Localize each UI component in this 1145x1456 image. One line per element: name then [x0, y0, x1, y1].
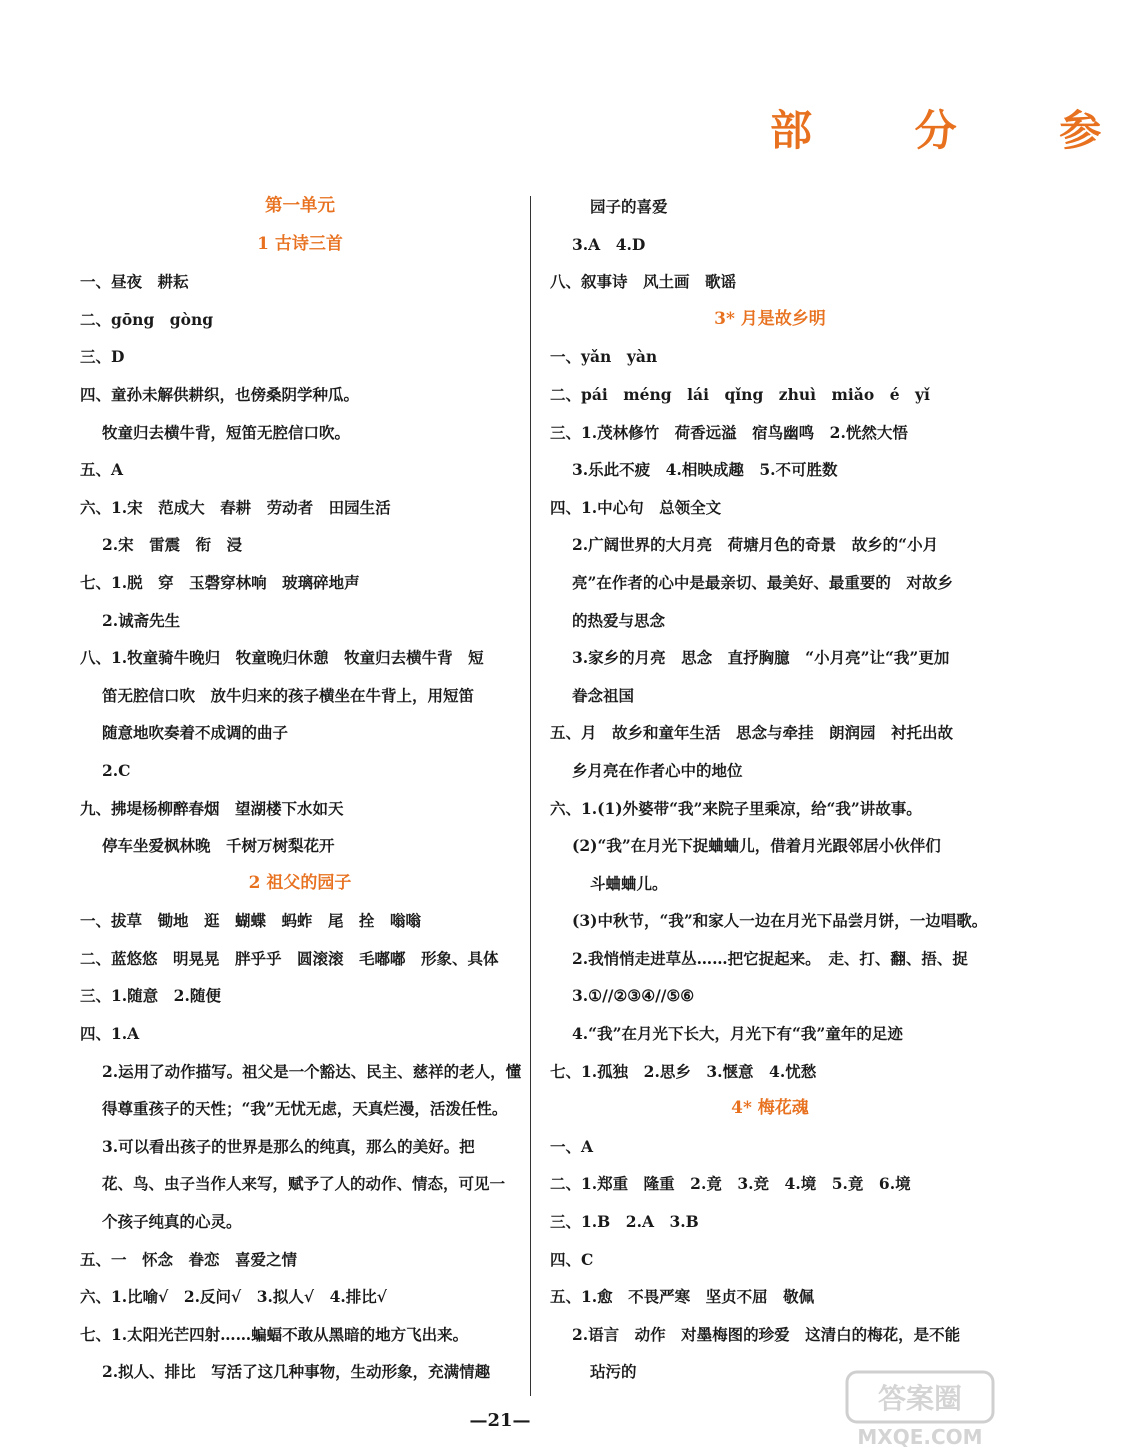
- right-answer-line: 三、1.B 2.A 3.B: [550, 1212, 699, 1232]
- left-answer-line: 花、鸟、虫子当作人来写，赋予了人的动作、情态，可见一: [102, 1174, 506, 1194]
- right-answer-line: 二、pái méng lái qǐng zhuì miǎo é yǐ: [550, 384, 930, 404]
- left-answer-line: 五、一 怀念 眷恋 喜爱之情: [80, 1249, 298, 1269]
- left-answer-line: 个孩子纯真的心灵。: [102, 1212, 242, 1232]
- left-answer-line: 四、童孙未解供耕织，也傍桑阴学种瓜。: [80, 384, 360, 404]
- left-answer-line: 笛无腔信口吹 放牛归来的孩子横坐在牛背上，用短笛: [102, 685, 475, 705]
- right-answer-line: 七、1.孤独 2.思乡 3.惬意 4.忧愁: [550, 1061, 817, 1081]
- right-answer-line: 园子的喜爱: [590, 197, 668, 216]
- lesson-heading: 2 祖父的园子: [248, 872, 352, 893]
- left-answer-line: 二、蓝悠悠 明晃晃 胖乎乎 圆滚滚 毛嘟嘟 形象、具体: [80, 948, 499, 968]
- right-answer-line: 斗蛐蛐儿。: [590, 873, 668, 893]
- right-answer-line: 六、1.(1)外婆带“我”来院子里乘凉，给“我”讲故事。: [550, 798, 922, 818]
- left-answer-line: 2.C: [102, 760, 131, 780]
- left-answer-line: 2.诚斋先生: [102, 610, 181, 630]
- left-answer-line: 三、1.随意 2.随便: [80, 986, 221, 1006]
- left-answer-line: 二、gōng gòng: [80, 309, 214, 329]
- lesson-heading: 3* 月是故乡明: [714, 308, 826, 329]
- left-answer-line: 2.宋 雷震 衔 浸: [102, 535, 243, 555]
- left-answer-line: 得尊重孩子的天性；“我”无忧无虑，天真烂漫，活泼任性。: [102, 1099, 508, 1119]
- left-answer-line: 牧童归去横牛背，短笛无腔信口吹。: [102, 422, 351, 442]
- left-answer-line: 三、D: [80, 347, 125, 367]
- left-answer-line: 八、1.牧童骑牛晚归 牧童晚归休憩 牧童归去横牛背 短: [80, 648, 484, 668]
- right-answer-line: 一、yǎn yàn: [550, 347, 658, 367]
- column-divider: [530, 196, 531, 1396]
- left-answer-line: 六、1.比喻√ 2.反问√ 3.拟人√ 4.排比√: [80, 1287, 387, 1307]
- left-answer-line: 七、1.脱 穿 玉磬穿林响 玻璃碎地声: [80, 572, 360, 592]
- left-answer-line: 一、昼夜 耕耘: [80, 272, 189, 292]
- page-number: —21—: [469, 1410, 531, 1431]
- right-answer-line: 二、1.郑重 隆重 2.竟 3.竞 4.境 5.竟 6.境: [550, 1174, 911, 1194]
- right-answer-line: 4.“我”在月光下长大，月光下有“我”童年的足迹: [572, 1024, 903, 1044]
- right-answer-line: 四、C: [550, 1249, 594, 1269]
- left-answer-line: 2.拟人、排比 写活了这几种事物，生动形象，充满情趣: [102, 1362, 491, 1382]
- left-answer-line: 七、1.太阳光芒四射……蝙蝠不敢从黑暗的地方飞出来。: [80, 1324, 469, 1344]
- right-answer-line: 八、叙事诗 风土画 歌谣: [550, 272, 737, 292]
- left-answer-line: 停车坐爱枫林晚 千树万树梨花开: [102, 836, 335, 856]
- svg-text:答案圈: 答案圈: [877, 1382, 963, 1415]
- lesson-heading: 1 古诗三首: [257, 233, 343, 254]
- lesson-heading: 4* 梅花魂: [731, 1098, 809, 1119]
- right-column: [550, 188, 990, 1391]
- right-answer-line: 3.家乡的月亮 思念 直抒胸臆 “小月亮”让“我”更加: [572, 648, 950, 668]
- right-answer-line: 3.乐此不疲 4.相映成趣 5.不可胜数: [572, 460, 838, 480]
- right-answer-line: 三、1.茂林修竹 荷香远溢 宿鸟幽鸣 2.恍然大悟: [550, 422, 908, 442]
- left-answer-line: 3.可以看出孩子的世界是那么的纯真，那么的美好。把: [102, 1136, 475, 1156]
- right-answer-line: (3)中秋节，“我”和家人一边在月光下品尝月饼，一边唱歌。: [572, 911, 988, 931]
- svg-text:MXQE.COM: MXQE.COM: [857, 1425, 983, 1449]
- right-answer-line: 2.广阔世界的大月亮 荷塘月色的奇景 故乡的“小月: [572, 535, 939, 555]
- right-answer-line: 五、月 故乡和童年生活 思念与牵挂 朗润园 衬托出故: [550, 723, 954, 743]
- left-answer-line: 四、1.A: [80, 1024, 140, 1044]
- left-answer-line: 九、拂堤杨柳醉春烟 望湖楼下水如天: [80, 798, 344, 818]
- left-answer-line: 随意地吹奏着不成调的曲子: [102, 723, 289, 743]
- right-answer-line: 2.我悄悄走进草丛……把它捉起来。 走、打、翻、捂、捉: [572, 948, 968, 968]
- right-answer-line: 亮”在作者的心中是最亲切、最美好、最重要的 对故乡: [572, 572, 953, 592]
- right-answer-line: 的热爱与思念: [572, 610, 666, 630]
- right-answer-line: (2)“我”在月光下捉蛐蛐儿，借着月光跟邻居小伙伴们: [572, 836, 941, 856]
- left-answer-line: 2.运用了动作描写。祖父是一个豁达、民主、慈祥的老人，懂: [102, 1061, 522, 1081]
- unit-heading: 第一单元: [265, 196, 335, 216]
- left-answer-line: 一、拔草 锄地 逛 蝴蝶 蚂蚱 尾 拴 嗡嗡: [80, 911, 422, 931]
- right-answer-line: 2.语言 动作 对墨梅图的珍爱 这清白的梅花，是不能: [572, 1324, 961, 1344]
- right-answer-line: 眷念祖国: [572, 685, 635, 705]
- right-answer-line: 五、1.愈 不畏严寒 坚贞不屈 敬佩: [550, 1287, 815, 1307]
- right-answer-line: 四、1.中心句 总领全文: [550, 497, 722, 517]
- right-answer-line: 乡月亮在作者心中的地位: [572, 760, 743, 780]
- right-answer-line: 一、A: [550, 1136, 594, 1156]
- left-column: [80, 188, 520, 1391]
- right-answer-line: 玷污的: [590, 1362, 637, 1382]
- right-answer-line: 3.①//②③④//⑤⑥: [572, 986, 695, 1006]
- left-answer-line: 五、A: [80, 460, 124, 480]
- section-title: 部 分 参: [770, 106, 1145, 155]
- left-answer-line: 六、1.宋 范成大 春耕 劳动者 田园生活: [80, 497, 391, 517]
- right-answer-line: 3.A 4.D: [572, 234, 646, 254]
- watermark-logo: [845, 1370, 995, 1450]
